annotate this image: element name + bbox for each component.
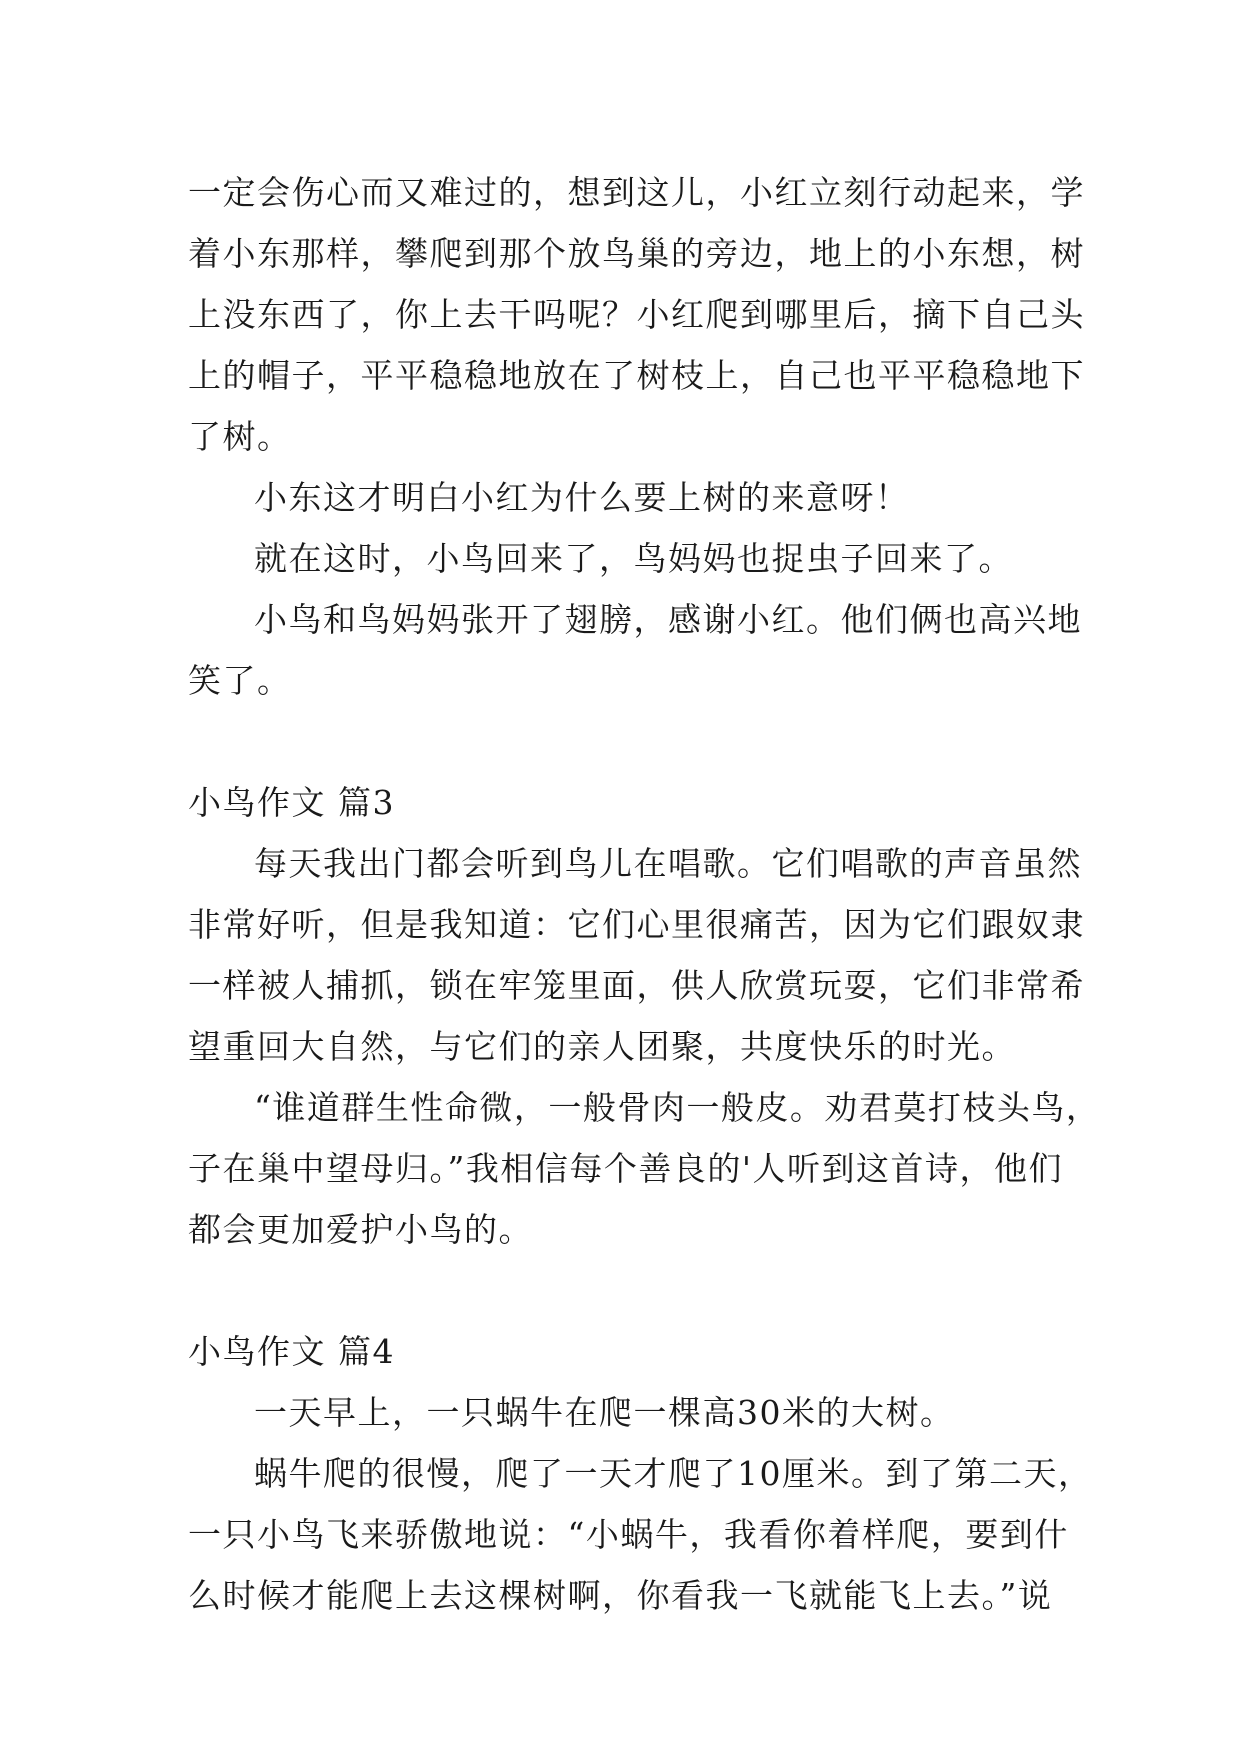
paragraph-first-line: 小东这才明白小红为什么要上树的来意呀！ <box>254 478 910 517</box>
section-heading: 小鸟作文 篇4 <box>188 1332 395 1371</box>
paragraph-first-line: 一天早上，一只蜗牛在爬一棵高30米的大树。 <box>254 1393 955 1432</box>
paragraph-first-line: “谁道群生性命微，一般骨肉一般皮。劝君莫打枝头鸟， <box>254 1088 1101 1127</box>
paragraph-line: 一定会伤心而又难过的，想到这儿，小红立刻行动起来，学 <box>188 173 1085 212</box>
paragraph-line: 子在巢中望母归。”我相信每个善良的'人听到这首诗，他们 <box>188 1149 1063 1188</box>
section-gap <box>188 1260 1056 1321</box>
paragraph-first-line: 每天我出门都会听到鸟儿在唱歌。它们唱歌的声音虽然 <box>254 844 1082 883</box>
paragraph-line: 么时候才能爬上去这棵树啊，你看我一飞就能飞上去。”说 <box>188 1576 1053 1615</box>
section-gap <box>188 711 1056 772</box>
paragraph-line: 都会更加爱护小鸟的。 <box>188 1210 533 1249</box>
paragraph-line: 上的帽子，平平稳稳地放在了树枝上，自己也平平稳稳地下 <box>188 356 1085 395</box>
paragraph-line: 了树。 <box>188 417 292 456</box>
paragraph-first-line: 蜗牛爬的很慢，爬了一天才爬了10厘米。到了第二天， <box>254 1454 1093 1493</box>
paragraph-line: 非常好听，但是我知道：它们心里很痛苦，因为它们跟奴隶 <box>188 905 1085 944</box>
paragraph-first-line: 就在这时，小鸟回来了，鸟妈妈也捉虫子回来了。 <box>254 539 1013 578</box>
paragraph-line: 着小东那样，攀爬到那个放鸟巢的旁边，地上的小东想，树 <box>188 234 1085 273</box>
paragraph-line: 一样被人捕抓，锁在牢笼里面，供人欣赏玩耍，它们非常希 <box>188 966 1085 1005</box>
paragraph-line: 笑了。 <box>188 661 292 700</box>
section-heading: 小鸟作文 篇3 <box>188 783 395 822</box>
paragraph-line: 望重回大自然，与它们的亲人团聚，共度快乐的时光。 <box>188 1027 1016 1066</box>
text-column <box>188 162 1101 1626</box>
paragraph-line: 上没东西了，你上去干吗呢？小红爬到哪里后，摘下自己头 <box>188 295 1085 334</box>
paragraph-line: 一只小鸟飞来骄傲地说：“小蜗牛，我看你着样爬，要到什 <box>188 1515 1069 1554</box>
paragraph-first-line: 小鸟和鸟妈妈张开了翅膀，感谢小红。他们俩也高兴地 <box>254 600 1082 639</box>
